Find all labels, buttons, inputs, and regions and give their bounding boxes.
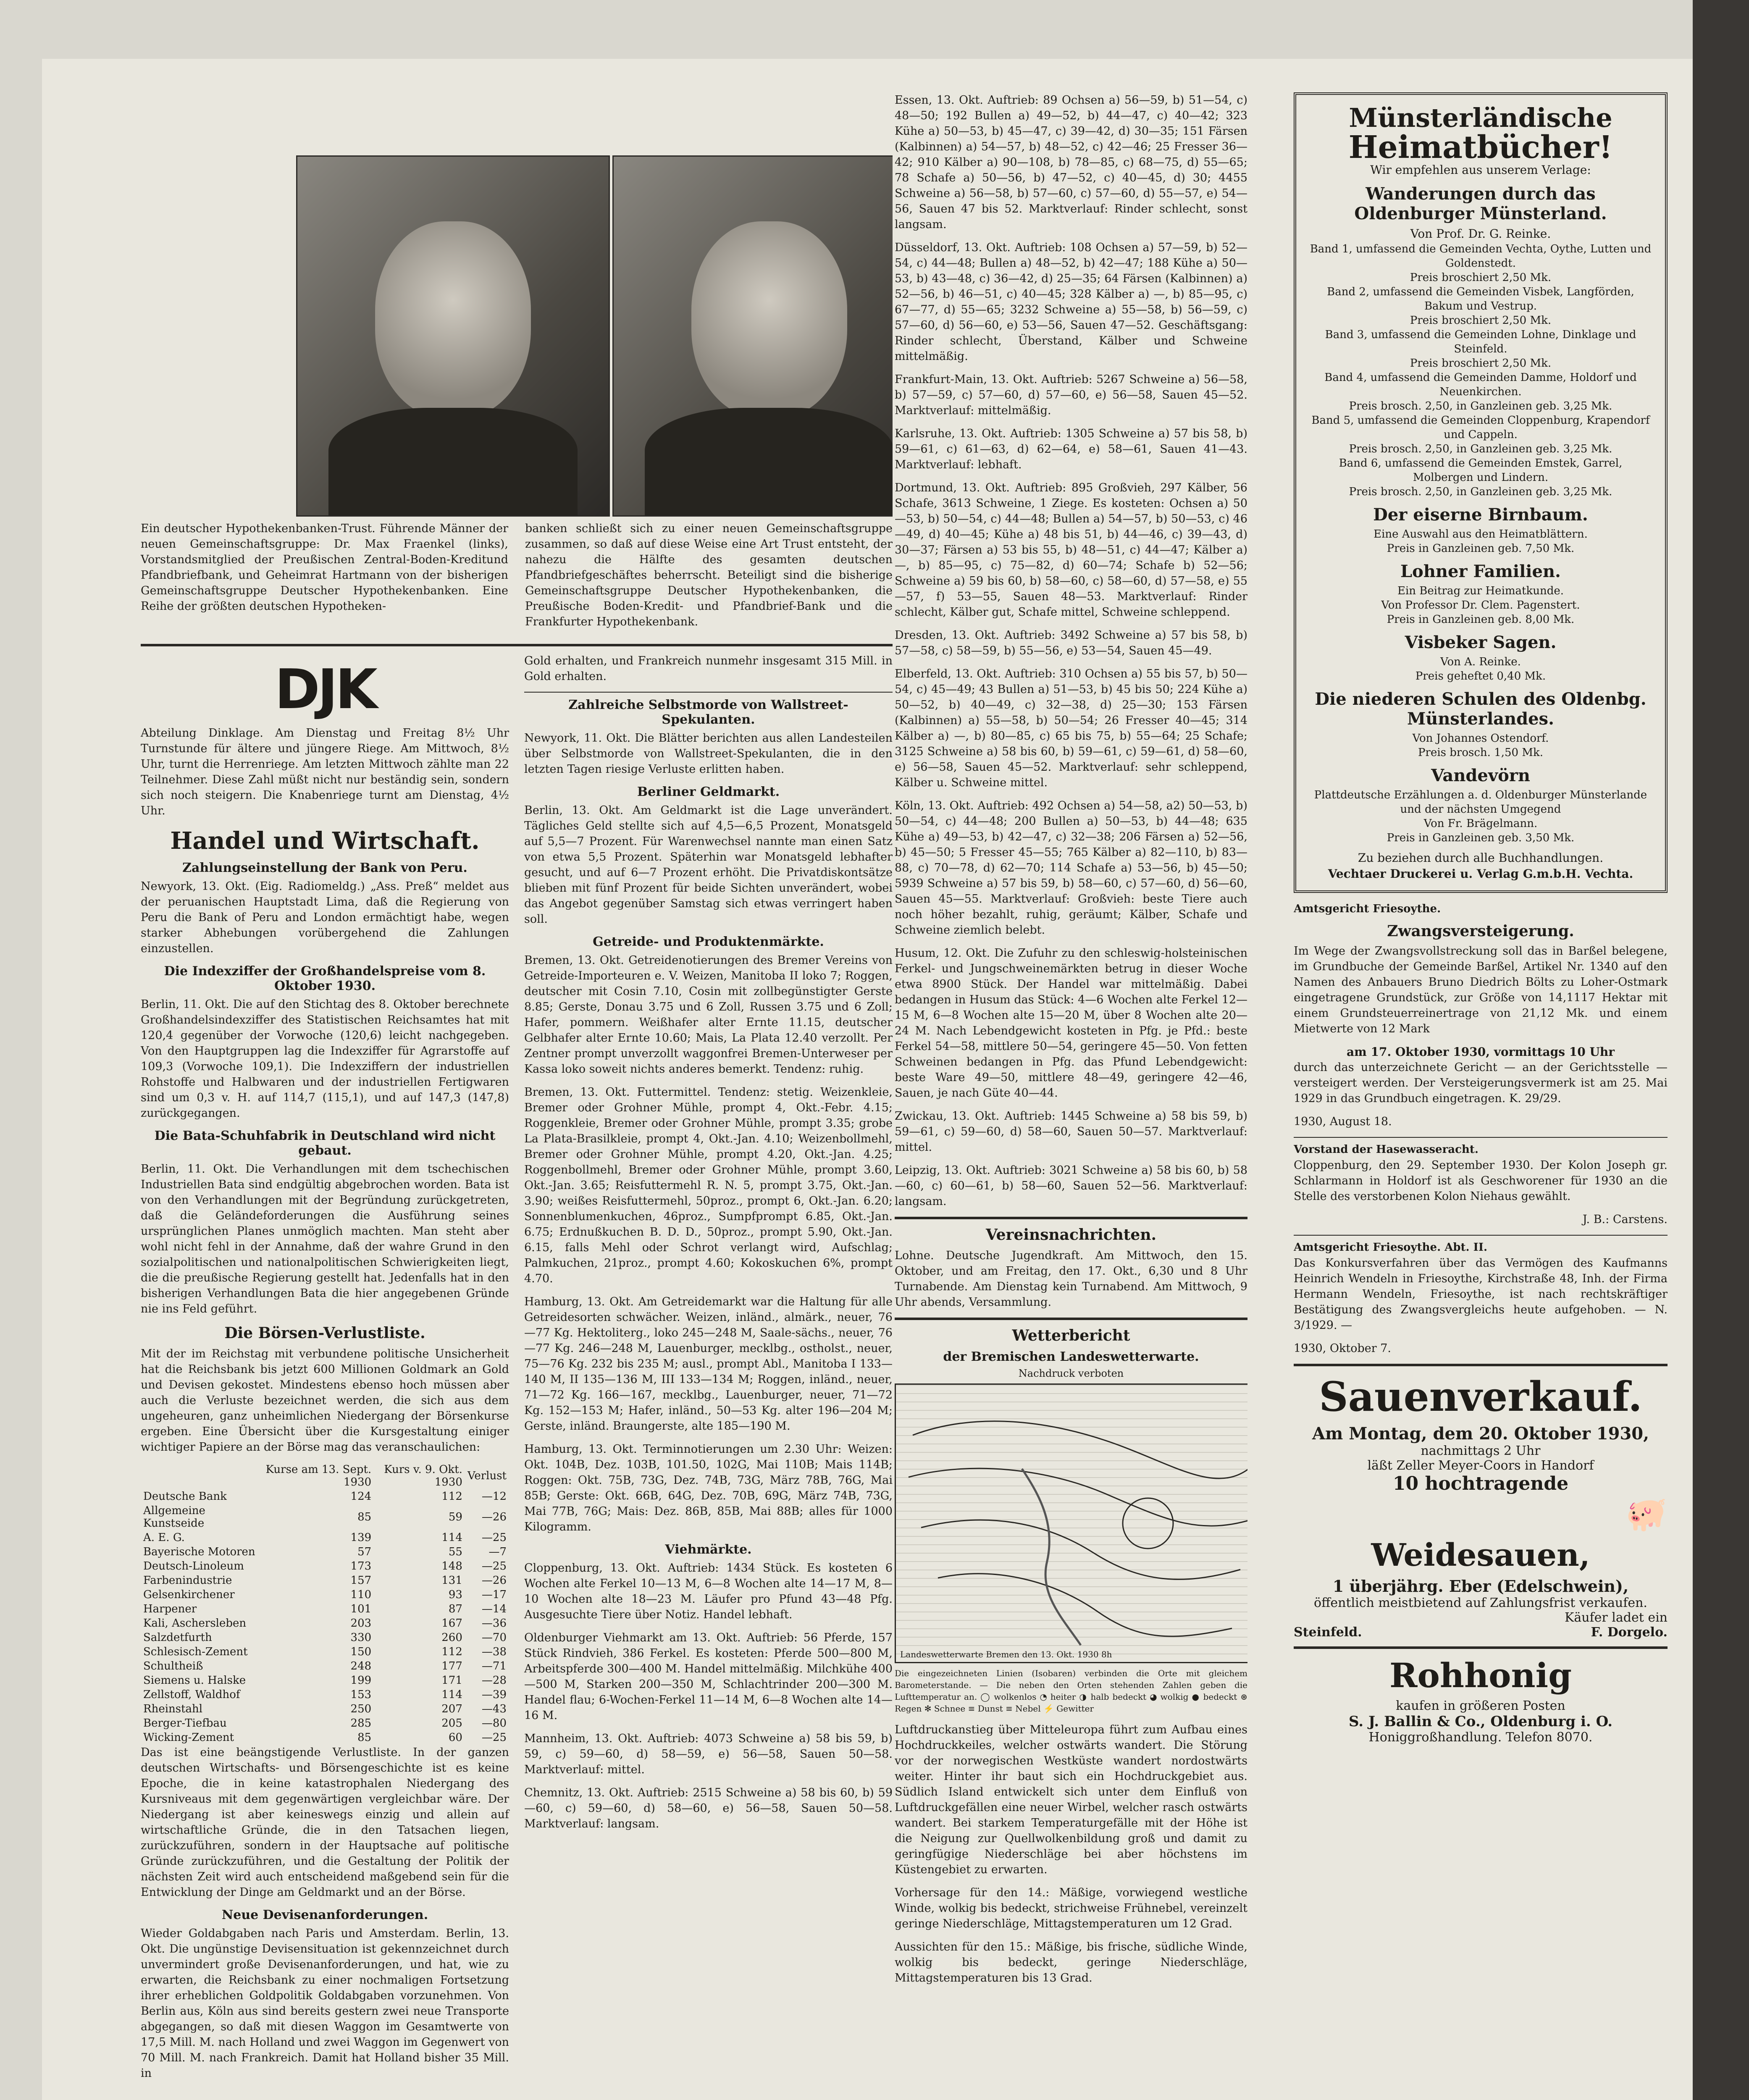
notice-text: Im Wege der Zwangsvollstreckung soll das in Barßel belegene, im Grundbuche der Gemeinde Barßel, Artikel Nr. 1340 auf den Namen des Anbauers Bruno Diedrich Bölts zu Loher-Ostmark eingetragene Grundstück, zur Größe von 14,1117 Hektar mit einem Grundsteuerreinertrage von 21,12 Mk. und einem Mietwerte von 12 Mark bbox=[1294, 945, 1668, 1035]
stock-cell: 59 bbox=[448, 1511, 462, 1523]
stock-cell: —17 bbox=[481, 1588, 507, 1601]
ad-title: Sauenverkauf. bbox=[1319, 1373, 1642, 1420]
market-report: Dresden, 13. Okt. Auftrieb: 3492 Schweine a) 57 bis 58, b) 57—58, c) 58—59, b) 55—56, e) 53—54, Sauen 45—49. bbox=[895, 629, 1247, 657]
stock-cell: 114 bbox=[441, 1531, 462, 1544]
article-text: Das ist eine beängstigende Verlustliste. In der ganzen deutschen Wirtschafts- und Börsengeschichte ist es keine Epoche, die in keine katastrophalen Niedergang des Kursniveaus mit dem gegenwärtigen vergleichbar wäre. Der Niedergang ist aber keineswegs einzig und allein auf wirtschaftliche Gründe, die in den Tatsachen liegen, zurückzuführen, sondern in der Hauptsache auf politische Gründe zurückzuführen, und die Gestaltung der Politik der nächsten Zeit wird auch entscheidend maßgebend sein für die Entwicklung der Dinge am Geldmarkt und an der Börse. bbox=[141, 1746, 509, 1899]
book-title: Vandevörn bbox=[1431, 766, 1530, 785]
stock-cell: 87 bbox=[448, 1603, 462, 1615]
stock-cell: 131 bbox=[441, 1574, 462, 1587]
book-price: Preis in Ganzleinen geb. 3,50 Mk. bbox=[1387, 832, 1575, 844]
market-report: Zwickau, 13. Okt. Auftrieb: 1445 Schweine a) 58 bis 59, b) 59—61, c) 59—60, d) 58—60, Sauen 50—57. Marktverlauf: mittel. bbox=[895, 1110, 1247, 1154]
stock-cell: —39 bbox=[481, 1688, 507, 1701]
stock-row bbox=[141, 1545, 509, 1559]
article-text: Hamburg, 13. Okt. Am Getreidemarkt war die Haltung für alle Getreidesorten schwächer. Weizen, inländ., almärk., neuer, 76—77 Kg. Hektoliterg., loko 245—248 M, Saale-sächs., neuer, 76—77 Kg. 246—248 M, Lauenburger, mecklbg., ostholst., neuer, 75—76 Kg. 232 bis 235 M; ausl., prompt Abl., Manitoba I 133—140 M, II 135—136 M, III 133—134 M; Roggen, inländ., neuer, 71—72 Kg. 166—167, mecklbg., Lauenburger, neuer, 71—72 Kg. 152—153 M; Hafer, inländ., 50—53 Kg. alter 196—204 M; Gerste, inländ. Braungerste, alte 185—190 M. bbox=[524, 1295, 893, 1433]
ads-column bbox=[1294, 92, 1668, 1745]
stock-cell: 110 bbox=[350, 1588, 372, 1601]
stock-header: Verlust bbox=[467, 1470, 507, 1482]
stock-cell: Farbenindustrie bbox=[143, 1574, 232, 1587]
stock-header bbox=[141, 1462, 262, 1489]
stock-cell: 250 bbox=[350, 1703, 372, 1715]
stock-cell: —26 bbox=[481, 1574, 507, 1587]
market-report: Essen, 13. Okt. Auftrieb: 89 Ochsen a) 56—59, b) 51—54, c) 48—50; 192 Bullen a) 49—52, b) 44—47, c) 40—42; 323 Kühe a) 50—53, b) 45—47, c) 39—42, d) 30—35; 151 Färsen (Kalbinnen) a) 54—57, b) 48—52, c) 42—46; 25 Fresser 36—42; 910 Kälber a) 90—108, b) 78—85, c) 68—75, d) 55—65; 78 Schafe a) 50—56, b) 47—52, c) 40—45, d) 30; 4455 Schweine a) 56—58, b) 57—60, c) 57—60, d) 55—57, e) 54—56, Sauen 47 bis 52. Marktverlauf: Rinder schlecht, sonst langsam. bbox=[895, 94, 1247, 231]
weather-text: Luftdruckanstieg über Mitteleuropa führt zum Aufbau eines Hochdruckkeiles, welcher ostwärts wandert. Die Störung vor der norwegischen Westküste wandert nordostwärts weiter. Hinter ihr baut sich ein Hochdruckgebiet aus. Südlich Island entwickelt sich unter dem Einfluß von Luftdruckgefällen eine neuer Wirbel, welcher rasch ostwärts wandert. Bei starkem Temperaturgefälle mit der Höhe ist die Neigung zur Quellwolkenbildung groß und damit zu geringfügige Niederschläge bei aber höchstens im Küstengebiet zu erwarten. bbox=[895, 1723, 1247, 1876]
ad-firm: S. J. Ballin & Co., Oldenburg i. O. bbox=[1348, 1713, 1613, 1730]
article-title: Zahlungseinstellung der Bank von Peru. bbox=[182, 861, 467, 875]
verein-title: Vereinsnachrichten. bbox=[985, 1226, 1157, 1244]
article-text: Mannheim, 13. Okt. Auftrieb: 4073 Schweine a) 58 bis 59, b) 59, c) 59—60, d) 58—59, e) 56—58, Sauen 50—58. Marktverlauf: mittel. bbox=[524, 1732, 893, 1776]
court-name: Amtsgericht Friesoythe. Abt. II. bbox=[1294, 1241, 1488, 1254]
article-title: Neue Devisenanforderungen. bbox=[221, 1908, 428, 1922]
stock-header: Kurs v. 9. Okt. 1930 bbox=[384, 1463, 462, 1488]
market-column bbox=[895, 92, 1247, 1993]
stock-cell: 260 bbox=[441, 1631, 462, 1644]
caption-left: Ein deutscher Hypothekenbanken-Trust. Führende Männer der neuen Gemeinschaftsgruppe: Dr. Max Fraenkel (links), Vorstandsmitglied der Preußischen Zentral-Boden-Kreditund Pfandbriefbank, und Geheimrat Hartmann von der bisherigen Gemeinschaftsgruppe Deutscher Hypothekenbanken. Eine Reihe der größten deutschen Hypotheken- bbox=[141, 522, 508, 613]
sub-column-left bbox=[141, 653, 509, 2089]
pig-icon: 🐖 bbox=[1626, 1494, 1668, 1533]
stock-row bbox=[141, 1588, 509, 1602]
ad-intro: Wir empfehlen aus unserem Verlage: bbox=[1370, 163, 1591, 177]
stock-cell: Berger-Tiefbau bbox=[143, 1717, 227, 1730]
stock-cell: 171 bbox=[441, 1674, 462, 1687]
stock-cell: —80 bbox=[481, 1717, 507, 1730]
article-text: Newyork, 13. Okt. (Eig. Radiomeldg.) „Ass. Preß“ meldet aus der peruanischen Hauptstadt Lima, daß die Regierung von Peru die Bank of Peru and London ermächtigt habe, wegen starker Abhebungen vorübergehend die Zahlungen einzustellen. bbox=[141, 880, 509, 955]
djk-text: Abteilung Dinklage. Am Dienstag und Freitag 8½ Uhr Turnstunde für ältere und jüngere Riege. Am Mittwoch, 8½ Uhr, turnt die Herrenriege. Am letzten Mittwoch zählte man 22 Teilnehmer. Diese Zahl müßt nicht nur beständig sein, sondern sich noch steigern. Die Knabenriege turnt am Dienstag, 4½ Uhr. bbox=[141, 727, 509, 817]
caption-right: banken schließt sich zu einer neuen Gemeinschaftsgruppe zusammen, so daß auf diese Weise eine Art Trust entsteht, der nahezu die Hälfte des gesamten deutschen Pfandbriefgeschäftes beherrscht. Beteiligt sind die bisherige Gemeinschaftsgruppe Deutscher Hypothekenbanken, die Preußische Boden-Kredit- und Pfandbrief-Bank und die Frankfurter Hypothekenbank. bbox=[525, 522, 893, 628]
ad-terms: öffentlich meistbietend auf Zahlungsfrist verkaufen. bbox=[1314, 1596, 1647, 1610]
book-band: Band 6, umfassend die Gemeinden Emstek, Garrel, Molbergen und Lindern. bbox=[1339, 457, 1623, 484]
weather-title: Wetterbericht bbox=[1012, 1327, 1130, 1344]
stock-cell: 330 bbox=[350, 1631, 372, 1644]
ad-location: Steinfeld. bbox=[1294, 1625, 1362, 1640]
book-price: Preis broschiert 2,50 Mk. bbox=[1410, 314, 1552, 327]
divider bbox=[141, 644, 893, 646]
divider bbox=[524, 692, 893, 693]
book-price: Preis brosch. 2,50, in Ganzleinen geb. 3,25 Mk. bbox=[1349, 443, 1612, 455]
stock-row bbox=[141, 1688, 509, 1702]
stock-cell: Harpener bbox=[143, 1603, 197, 1615]
stock-cell: 139 bbox=[350, 1531, 372, 1544]
ad-time: nachmittags 2 Uhr bbox=[1421, 1444, 1541, 1458]
book-author: Von Professor Dr. Clem. Pagenstert. bbox=[1381, 599, 1580, 612]
sub-column-right bbox=[524, 653, 893, 2089]
article-title: Die Bata-Schuhfabrik in Deutschland wird nicht gebaut. bbox=[154, 1129, 496, 1158]
article-text: Gold erhalten, und Frankreich nunmehr insgesamt 315 Mill. in Gold erhalten. bbox=[524, 654, 893, 683]
ad-title: Rohhonig bbox=[1389, 1656, 1572, 1695]
notice-heading: Vorstand der Hasewasseracht. bbox=[1294, 1143, 1479, 1156]
stock-cell: 55 bbox=[448, 1546, 462, 1558]
stock-cell: 148 bbox=[441, 1560, 462, 1572]
stock-cell: —12 bbox=[481, 1490, 507, 1503]
stock-cell: Deutsche Bank bbox=[143, 1490, 227, 1503]
ad-eber: 1 überjährg. Eber (Edelschwein), bbox=[1332, 1577, 1629, 1596]
ad-signature bbox=[1294, 1625, 1668, 1640]
sauenverkauf-ad bbox=[1294, 1373, 1668, 1640]
stock-cell: 124 bbox=[350, 1490, 372, 1503]
stock-cell: Kali, Aschersleben bbox=[143, 1617, 247, 1630]
stock-cell: Rheinstahl bbox=[143, 1703, 203, 1715]
stock-cell: Allgemeine Kunstseide bbox=[143, 1504, 205, 1530]
stock-cell: 112 bbox=[441, 1646, 462, 1658]
djk-logo: DJK bbox=[274, 657, 376, 721]
market-report: Düsseldorf, 13. Okt. Auftrieb: 108 Ochsen a) 57—59, b) 52—54, c) 44—48; Bullen a) 48—52, b) 42—47; 188 Kühe a) 50—53, b) 43—48, c) 36—42, d) 25—35; 64 Färsen (Kalbinnen) a) 52—56, b) 46—51, c) 40—45; 328 Kälber a) —, b) 85—95, c) 67—77, d) 55—65; 3232 Schweine a) 55—58, b) 56—59, c) 57—60, d) 56—60, e) 53—56, Sauen 47—52. Geschäftsgang: Rinder schlecht, Überstand, Kälber und Schweine mittelmäßig. bbox=[895, 241, 1247, 363]
market-report: Köln, 13. Okt. Auftrieb: 492 Ochsen a) 54—58, a2) 50—53, b) 50—54, c) 44—48; 200 Bullen a) 50—53, b) 44—48; 635 Kühe a) 49—53, b) 42—47, c) 32—38; 206 Färsen a) 52—56, b) 45—50; 5 Fresser 45—55; 765 Kälber a) 82—110, b) 83—88, c) 70—78, d) 62—70; 114 Schafe a) 53—56, b) 45—50; 5939 Schweine a) 57 bis 59, b) 58—60, c) 57—60, d) 56—60, Sauen 45—55. Marktverlauf: Großvieh: beste Tiere auch noch höher bezahlt, ruhig, geräumt; Kälber, Schafe und Schweine ziemlich belebt. bbox=[895, 799, 1247, 937]
book-price: Preis in Ganzleinen geb. 7,50 Mk. bbox=[1387, 542, 1575, 555]
stock-cell: Siemens u. Halske bbox=[143, 1674, 246, 1687]
verein-text: Lohne. Deutsche Jugendkraft. Am Mittwoch, den 15. Oktober, und am Freitag, den 17. Okt., 6,30 und 8 Uhr Turnabende. Am Dienstag kein Turnabend. Am Mittwoch, 9 Uhr abends, Versammlung. bbox=[895, 1249, 1247, 1309]
stock-cell: 101 bbox=[350, 1603, 372, 1615]
stock-row bbox=[141, 1530, 509, 1545]
heimatbuecher-ad bbox=[1294, 92, 1668, 893]
ad-title: Münsterländische bbox=[1349, 102, 1612, 133]
ad-date: Am Montag, dem 20. Oktober 1930, bbox=[1312, 1424, 1649, 1444]
stock-row bbox=[141, 1659, 509, 1673]
article-text: Wieder Goldabgaben nach Paris und Amsterdam. Berlin, 13. Okt. Die ungünstige Devisensituation ist gekennzeichnet durch unvermindert große Devisenanforderungen, und hat, wie zu erwarten, die Reichsbank zu einer nochmaligen Fortsetzung ihrer erheblichen Goldpolitik Goldabgaben vorzunehmen. Von Berlin aus, Köln aus sind bereits gestern zwei neue Transporte abgegangen, so daß mit diesen Waggon im Gesamtwerte von 17,5 Mill. M. nach Holland und zwei Waggon im Gegenwert von 70 Mill. M. nach Frankreich. Damit hat Holland bisher 35 Mill. in bbox=[141, 1927, 509, 2080]
article-text: Berlin, 11. Okt. Die Verhandlungen mit dem tschechischen Industriellen Bata sind endgültig abgebrochen worden. Bata ist von den Verhandlungen mit der Begründung zurückgetreten, daß die Geländeforderungen die Ausführung seines ursprünglichen Planes unmöglich machten. Man steht aber wohl nicht fehl in der Annahme, daß der wahre Grund in den sozialpolitischen und nationalpolitischen Schwierigkeiten liegt, die die preußische Regierung gestellt hat. Jedenfalls hat in den bisherigen Verhandlungen Bata die hier angegebenen Gründe nie ins Feld geführt. bbox=[141, 1163, 509, 1315]
stock-cell: —43 bbox=[481, 1703, 507, 1715]
book-subtitle: Eine Auswahl aus den Heimatblättern. bbox=[1373, 528, 1588, 541]
stock-cell: 157 bbox=[350, 1574, 372, 1587]
stock-cell: —7 bbox=[488, 1546, 507, 1558]
stock-cell: Schlesisch-Zement bbox=[143, 1646, 248, 1658]
ad-footer: Zu beziehen durch alle Buchhandlungen. bbox=[1358, 851, 1604, 865]
book-band: Band 5, umfassend die Gemeinden Cloppenburg, Krapendorf und Cappeln. bbox=[1311, 414, 1650, 441]
stock-cell: —25 bbox=[481, 1531, 507, 1544]
stock-cell: Wicking-Zement bbox=[143, 1731, 234, 1744]
stock-cell: —70 bbox=[481, 1631, 507, 1644]
book-price: Preis broschiert 2,50 Mk. bbox=[1410, 357, 1552, 370]
stock-row bbox=[141, 1630, 509, 1645]
article-text: Cloppenburg, 13. Okt. Auftrieb: 1434 Stück. Es kosteten 6 Wochen alte Ferkel 10—13 M, 6—8 Wochen alte 14—17 M, 8—10 Wochen alte 18—23 M. Läufer pro Pfund 43—48 Pfg. Ausgesuchte Tiere über Notiz. Handel lebhaft. bbox=[524, 1562, 893, 1621]
book-band: Band 4, umfassend die Gemeinden Damme, Holdorf und Neuenkirchen. bbox=[1324, 371, 1637, 398]
ad-contact: Honiggroßhandlung. Telefon 8070. bbox=[1368, 1730, 1593, 1745]
section-title: Handel und Wirtschaft. bbox=[170, 827, 480, 855]
book-price: Preis brosch. 2,50, in Ganzleinen geb. 3,25 Mk. bbox=[1349, 486, 1612, 498]
stock-cell: 207 bbox=[441, 1703, 462, 1715]
notice-text: durch das unterzeichnete Gericht — an der Gerichtsstelle — versteigert werden. Der Versteigerungsvermerk ist am 25. Mai 1929 in das Grundbuch eingetragen. K. 29/29. bbox=[1294, 1061, 1668, 1105]
market-report: Frankfurt-Main, 13. Okt. Auftrieb: 5267 Schweine a) 56—58, b) 57—59, c) 57—60, d) 57—60, e) 56—58, Sauen 45—52. Marktverlauf: mittelmäßig. bbox=[895, 373, 1247, 417]
divider bbox=[1294, 1364, 1668, 1366]
book-title: Die niederen Schulen des Oldenbg. Münsterlandes. bbox=[1315, 689, 1647, 729]
article-title: Die Börsen-Verlustliste. bbox=[224, 1324, 425, 1342]
book-subtitle: Ein Beitrag zur Heimatkunde. bbox=[1397, 585, 1564, 597]
stock-cell: 285 bbox=[350, 1717, 372, 1730]
article-text: Berlin, 13. Okt. Am Geldmarkt ist die Lage unverändert. Tägliches Geld stellte sich auf 4,5—6,5 Prozent, Monatsgeld auf 5,5—7 Prozent. Für Warenwechsel nannte man einen Satz von etwa 5,5 Prozent. Späterhin war Monatsgeld lebhafter gesucht, und auf 6—7 Prozent erhöht. Die Privatdiskontsätze blieben mit fünf Prozent für beide Sichten unverändert, wobei das Angebot gegenüber Samstag sich etwas verringert haben soll. bbox=[524, 804, 893, 926]
stock-cell: Schultheiß bbox=[143, 1660, 203, 1672]
stock-cell: Deutsch-Linoleum bbox=[143, 1560, 244, 1572]
stock-cell: 112 bbox=[441, 1490, 462, 1503]
stock-cell: —25 bbox=[481, 1560, 507, 1572]
stock-cell: 85 bbox=[357, 1511, 372, 1523]
article-text: Bremen, 13. Okt. Futtermittel. Tendenz: stetig. Weizenkleie, Bremer oder Grohner Mühle, prompt 4, Okt.-Febr. 4.15; Roggenkleie, Bremer oder Grohner Mühle, prompt 3.35; grobe La Plata-Brasilkleie, prompt 4, Okt.-Jan. 4.10; Weizenbollmehl, Bremer oder Grohner Mühle, prompt 4.20, Okt.-Jan. 4.25; Roggenbollmehl, Bremer oder Grohner Mühle, prompt 3.60, Okt.-Jan. 3.65; Reisfuttermehl R. N. 5, prompt 3.75, Okt.-Jan. 3.90; weißes Reisfuttermehl, 50proz., prompt 6, Okt.-Jan. 6.20; Sonnenblumenkuchen, 46proz., Sumpfprompt 6.85, Okt.-Jan. 6.75; Erdnußkuchen B. D. D., 50proz., prompt 5.90, Okt.-Jan. 6.15, falls Mehl oder Schrot verlangt wird, Aufschlag; Palmkuchen, 21proz., prompt 4.60; Kokoskuchen 6%, prompt 4.70. bbox=[524, 1086, 893, 1285]
stock-cell: —36 bbox=[481, 1617, 507, 1630]
stock-cell: A. E. G. bbox=[143, 1531, 185, 1544]
forecast-14: Vorhersage für den 14.: Mäßige, vorwiegend westliche Winde, wolkig bis bedeckt, strichweise Frühnebel, vereinzelt geringe Niederschläge, Mittagstemperaturen um 12 Grad. bbox=[895, 1886, 1247, 1930]
stock-cell: 93 bbox=[448, 1588, 462, 1601]
notice-sign: J. B.: Carstens. bbox=[1582, 1213, 1668, 1226]
court-name: Amtsgericht Friesoythe. bbox=[1294, 903, 1441, 915]
book-title: Visbeker Sagen. bbox=[1405, 633, 1557, 652]
isobar-lines bbox=[896, 1385, 1247, 1662]
article-title: Die Indexziffer der Großhandelspreise vom 8. Oktober 1930. bbox=[164, 964, 486, 993]
court-notice bbox=[1294, 901, 1668, 1356]
ad-title: Heimatbücher! bbox=[1348, 129, 1613, 165]
stock-row bbox=[141, 1504, 509, 1530]
article-text: Hamburg, 13. Okt. Terminnotierungen um 2.30 Uhr: Weizen: Okt. 104B, Dez. 103B, 101.50, 102G, Mai 110B; Mais 114B; Roggen: Okt. 75B, 73G, Dez. 74B, 73G, März 78B, 76G, Mai 85B; Gerste: Okt. 66B, 64G, Dez. 70B, 69G, März 74B, 73G, Mai 77B, 76G; Mais: Dez. 86B, 85B, Mai 88B; alles für 1000 Kilogramm. bbox=[524, 1443, 893, 1533]
stock-cell: Zellstoff, Waldhof bbox=[143, 1688, 240, 1701]
article-text: Berlin, 11. Okt. Die auf den Stichtag des 8. Oktober berechnete Großhandelsindexziffer des Statistischen Reichsamtes hat mit 120,4 gegenüber der Vorwoche (120,6) leicht nachgegeben. Von den Hauptgruppen lag die Indexziffer für Agrarstoffe auf 109,3 (Vorwoche 109,1). Die Indexziffern der industriellen Rohstoffe und Halbwaren und der industriellen Fertigwaren sind um 0,3 v. H. auf 114,7 (115,1), und auf 147,3 (147,8) zurückgegangen. bbox=[141, 998, 509, 1120]
photo-caption bbox=[141, 521, 893, 637]
stock-cell: 167 bbox=[441, 1617, 462, 1630]
ad-buyers: Käufer ladet ein bbox=[1564, 1610, 1668, 1625]
stock-cell: 173 bbox=[350, 1560, 372, 1572]
stock-table bbox=[141, 1462, 509, 1745]
article-title: Zahlreiche Selbstmorde von Wallstreet-Spekulanten. bbox=[568, 698, 848, 727]
market-report: Leipzig, 13. Okt. Auftrieb: 3021 Schweine a) 58 bis 60, b) 58—60, c) 60—61, b) 58—60, Sauen 52—56. Marktverlauf: langsam. bbox=[895, 1164, 1247, 1208]
stock-cell: 205 bbox=[441, 1717, 462, 1730]
stock-cell: —71 bbox=[481, 1660, 507, 1672]
stock-cell: —14 bbox=[481, 1603, 507, 1615]
book-author: Von Johannes Ostendorf. bbox=[1412, 732, 1549, 745]
ad-place: läßt Zeller Meyer-Coors in Handorf bbox=[1367, 1458, 1594, 1473]
book-price: Preis broschiert 2,50 Mk. bbox=[1410, 271, 1552, 284]
stock-cell: 85 bbox=[357, 1731, 372, 1744]
market-report: Dortmund, 13. Okt. Auftrieb: 895 Großvieh, 297 Kälber, 56 Schafe, 3613 Schweine, 1 Ziege. Es kosteten: Ochsen a) 50—53, b) 50—54, c) 44—48; Bullen a) 54—57, b) 50—53, c) 46—49, d) 40—45; Kühe a) 48 bis 51, b) 44—46, c) 39—43, d) 30—37; Färsen a) 53 bis 55, b) 48—51, c) 44—47; Kälber a) —, b) 85—95, c) 75—82, d) 60—74; Schafe b) 52—56; Schweine a) 59 bis 60, b) 58—60, c) 58—60, d) 57—58, e) 55—57, f) 53—55, Sauen 48—53. Marktverlauf: Rinder schlecht, Kälber gut, Schafe mittel, Schweine schleppend. bbox=[895, 481, 1247, 619]
market-report: Karlsruhe, 13. Okt. Auftrieb: 1305 Schweine a) 57 bis 58, b) 59—61, c) 61—63, d) 62—64, e) 58—61, Sauen 41—43. Marktverlauf: lebhaft. bbox=[895, 427, 1247, 471]
notice-date: am 17. Oktober 1930, vormittags 10 Uhr bbox=[1347, 1045, 1615, 1059]
book-subtitle: Plattdeutsche Erzählungen a. d. Oldenburger Münsterlande und der nächsten Umgegend bbox=[1314, 789, 1647, 816]
stock-row bbox=[141, 1702, 509, 1716]
weather-subtitle: der Bremischen Landeswetterwarte. bbox=[943, 1349, 1199, 1364]
main-column bbox=[103, 92, 893, 2089]
divider bbox=[1294, 1235, 1668, 1236]
article-text: Oldenburger Viehmarkt am 13. Okt. Auftrieb: 56 Pferde, 157 Stück Rindvieh, 386 Ferkel. Es kosteten: Pferde 500—800 M, Arbeitspferde 300—400 M. Handel mittelmäßig. Milchkühe 400—500 M, Starken 200—350 M, Schlachtrinder 200—300 M. Handel flau; 6-Wochen-Ferkel 11—14 M, 6—8 Wochen alte 14—16 M. bbox=[524, 1631, 893, 1722]
notice-sign: 1930, August 18. bbox=[1294, 1115, 1392, 1128]
book-price: Preis brosch. 2,50, in Ganzleinen geb. 3,25 Mk. bbox=[1349, 400, 1612, 412]
portrait-left bbox=[296, 155, 610, 517]
stock-row bbox=[141, 1602, 509, 1616]
divider bbox=[1294, 1137, 1668, 1138]
stock-cell: Bayerische Motoren bbox=[143, 1546, 255, 1558]
stock-row bbox=[141, 1559, 509, 1573]
notice-title: Zwangsversteigerung. bbox=[1387, 922, 1574, 940]
stock-row bbox=[141, 1730, 509, 1745]
map-legend: Die eingezeichneten Linien (Isobaren) verbinden die Orte mit gleichem Barometerstande. — Die neben den Orten stehenden Zahlen geben die Lufttemperatur an. ◯ wolkenlos ◔ heiter ◑ halb bedeckt ◕ wolkig ● bedeckt ⊛ Regen ✻ Schnee ≡ Dunst ≡ Nebel ⚡ Gewitter bbox=[895, 1668, 1247, 1714]
stock-row bbox=[141, 1645, 509, 1659]
divider bbox=[895, 1217, 1247, 1219]
stock-header: Kurse am 13. Sept. 1930 bbox=[265, 1463, 372, 1488]
divider bbox=[895, 1318, 1247, 1320]
ad-animal: Weidesauen, bbox=[1371, 1537, 1590, 1573]
stock-cell: —28 bbox=[481, 1674, 507, 1687]
stock-cell: 248 bbox=[350, 1660, 372, 1672]
stock-cell: —38 bbox=[481, 1646, 507, 1658]
map-label: Landeswetterwarte Bremen den 13. Okt. 1930 8h bbox=[900, 1649, 1112, 1659]
market-report: Husum, 12. Okt. Die Zufuhr zu den schleswig-holsteinischen Ferkel- und Jungschweinemärkten betrug in dieser Woche etwa 8900 Stück. Der Handel war mittelmäßig. Dabei bedangen in Husum das Stück: 4—6 Wochen alte Ferkel 12—15 M, 6—8 Wochen alte 15—20 M, über 8 Wochen alte 20—24 M. Nach Lebendgewicht kosteten in Pfg. je Pfd.: beste Ferkel 54—58, mittlere 50—54, geringere 45—50. Von fetten Schweinen bedangen in Pfg. das Pfund Lebendgewicht: beste Ware 49—50, mittlere 48—49, geringere 42—46, Sauen, je nach Güte 40—44. bbox=[895, 947, 1247, 1100]
ad-subtitle: kaufen in größeren Posten bbox=[1396, 1698, 1565, 1713]
sub-columns bbox=[141, 653, 893, 2089]
ad-publisher: Vechtaer Druckerei u. Verlag G.m.b.H. Vechta. bbox=[1328, 867, 1633, 881]
notice-text: Cloppenburg, den 29. September 1930. Der Kolon Joseph gr. Schlarmann in Holdorf ist als Geschworener für 1930 an die Stelle des verstorbenen Kolon Niehaus gewählt. bbox=[1294, 1159, 1668, 1203]
ad-count: 10 hochtragende bbox=[1392, 1473, 1569, 1494]
article-text: Newyork, 11. Okt. Die Blätter berichten aus allen Landesteilen über Selbstmorde von Wallstreet-Spekulanten, die in den letzten Tagen riesige Verluste erlitten haben. bbox=[524, 732, 893, 776]
photo-pair bbox=[296, 155, 893, 517]
rohhonig-ad bbox=[1294, 1656, 1668, 1745]
article-title: Berliner Geldmarkt. bbox=[637, 785, 780, 799]
stock-row bbox=[141, 1573, 509, 1588]
stock-cell: 153 bbox=[350, 1688, 372, 1701]
book-band: Band 1, umfassend die Gemeinden Vechta, Oythe, Lutten und Goldenstedt. bbox=[1310, 243, 1652, 270]
book-author: Von A. Reinke. bbox=[1440, 656, 1521, 668]
stock-row bbox=[141, 1716, 509, 1730]
stock-cell: 57 bbox=[357, 1546, 372, 1558]
divider bbox=[1294, 1646, 1668, 1649]
forecast-15: Aussichten für den 15.: Mäßige, bis frische, südliche Winde, wolkig bis bedeckt, geringe Niederschläge, Mittagstemperaturen bis 13 Grad. bbox=[895, 1940, 1247, 1984]
article-title: Viehmärkte. bbox=[665, 1542, 752, 1557]
stock-cell: 203 bbox=[350, 1617, 372, 1630]
stock-cell: 150 bbox=[350, 1646, 372, 1658]
ad-name: F. Dorgelo. bbox=[1591, 1625, 1668, 1640]
stock-cell: Gelsenkirchener bbox=[143, 1588, 235, 1601]
stock-cell: —25 bbox=[481, 1731, 507, 1744]
stock-cell: 199 bbox=[350, 1674, 372, 1687]
stock-cell: —26 bbox=[481, 1511, 507, 1523]
book-price: Preis geheftet 0,40 Mk. bbox=[1415, 670, 1546, 682]
weather-note: Nachdruck verboten bbox=[1018, 1368, 1124, 1379]
book-title: Wanderungen durch das Oldenburger Münsterland. bbox=[1354, 184, 1607, 223]
notice-date: 1930, Oktober 7. bbox=[1294, 1342, 1391, 1355]
book-band: Band 2, umfassend die Gemeinden Visbek, Langförden, Bakum und Vestrup. bbox=[1327, 286, 1634, 312]
stock-cell: 114 bbox=[441, 1688, 462, 1701]
book-price: Preis brosch. 1,50 Mk. bbox=[1418, 746, 1543, 759]
portrait-right bbox=[612, 155, 893, 517]
notice-text: Das Konkursverfahren über das Vermögen des Kaufmanns Heinrich Wendeln in Friesoythe, Kirchstraße 48, Inh. der Firma Hermann Wendeln, Friesoythe, ist nach rechtskräftiger Bestätigung des Zwangsvergleichs heute aufgehoben. — N. 3/1929. — bbox=[1294, 1257, 1668, 1332]
book-author: Von Prof. Dr. G. Reinke. bbox=[1410, 227, 1551, 241]
article-text: Chemnitz, 13. Okt. Auftrieb: 2515 Schweine a) 58 bis 60, b) 59—60, c) 59—60, d) 58—60, e) 56—58, Sauen 50—58. Marktverlauf: langsam. bbox=[524, 1786, 893, 1830]
book-author: Von Fr. Brägelmann. bbox=[1423, 817, 1538, 830]
market-report: Elberfeld, 13. Okt. Auftrieb: 310 Ochsen a) 55 bis 57, b) 50—54, c) 45—49; 43 Bullen a) 51—53, b) 45 bis 50; 224 Kühe a) 50—52, b) 40—49, c) 32—38, d) 25—30; 153 Färsen (Kalbinnen) a) 55—58, b) 50—54; 26 Fresser 40—45; 314 Kälber a) —, b) 80—85, c) 65 bis 75, b) 55—64; 25 Schafe; 3125 Schweine a) 58 bis 60, b) 59—61, c) 59—61, d) 58—60, e) 56—58, Sauen 45—52. Marktverlauf: sehr schleppend, Kälber u. Schweine mittel. bbox=[895, 667, 1247, 789]
stock-cell: 177 bbox=[441, 1660, 462, 1672]
book-price: Preis in Ganzleinen geb. 8,00 Mk. bbox=[1387, 613, 1575, 626]
article-text: Mit der im Reichstag mit verbundene politische Unsicherheit hat die Reichsbank bis jetzt 600 Millionen Goldmark an Gold und Devisen gekostet. Mindestens ebenso hoch müssen aber auch die Verluste bezeichnet werden, die sich aus dem ungeheuren, ganz unheimlichen Niedergang der Börsenkurse ergeben. Eine Übersicht über die Kursgestaltung einiger wichtiger Papiere an der Börse mag das veranschaulichen: bbox=[141, 1347, 509, 1454]
article-title: Getreide- und Produktenmärkte. bbox=[593, 934, 824, 949]
article-text: Bremen, 13. Okt. Getreidenotierungen des Bremer Vereins von Getreide-Importeuren e. V. Weizen, Manitoba II loko 7; Roggen, deutscher mit Cosin 7.10, Cosin mit zollbegünstigter Gerste 8.85; Gerste, Donau 3.75 und 6 Zoll, Russen 3.75 und 6 Zoll; Hafer, pommern. Weißhafer alter Ernte 11.15, deutscher Gelbhafer alter Ernte 10.60; Mais, La Plata 12.40 verzollt. Per Zentner prompt unverzollt waggonfrei Bremen-Unterweser per Kassa loko soweit nichts anderes bemerkt. Tendenz: ruhig. bbox=[524, 954, 893, 1076]
stock-cell: 60 bbox=[448, 1731, 462, 1744]
stock-row bbox=[141, 1673, 509, 1688]
stock-row bbox=[141, 1489, 509, 1504]
stock-cell: Salzdetfurth bbox=[143, 1631, 212, 1644]
stock-row bbox=[141, 1616, 509, 1630]
scan-edge bbox=[1693, 0, 1749, 2100]
book-title: Lohner Familien. bbox=[1400, 562, 1561, 581]
book-band: Band 3, umfassend die Gemeinden Lohne, Dinklage und Steinfeld. bbox=[1325, 328, 1636, 355]
book-title: Der eiserne Birnbaum. bbox=[1373, 505, 1588, 525]
weather-map bbox=[895, 1383, 1247, 1663]
